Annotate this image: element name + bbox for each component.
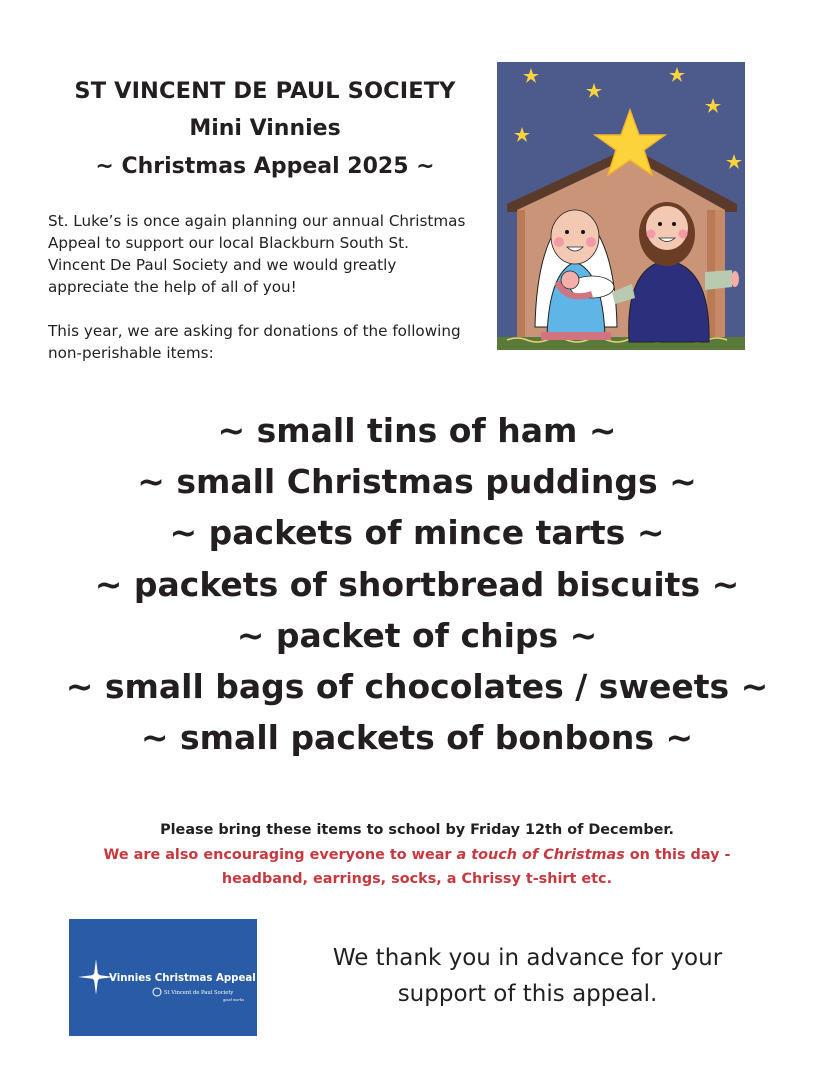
donation-item: ~ packets of shortbread biscuits ~ <box>94 564 740 604</box>
donation-items-list <box>0 405 834 763</box>
donation-item: ~ small tins of ham ~ <box>217 411 617 450</box>
nativity-scene-icon <box>497 62 745 350</box>
nativity-illustration <box>497 62 745 350</box>
donation-item: ~ small bags of chocolates / sweets ~ <box>65 667 769 707</box>
logo-title: Vinnies Christmas Appeal <box>109 973 256 984</box>
donation-item: ~ small Christmas puddings ~ <box>137 462 697 502</box>
intro-paragraph-1: St. Luke’s is once again planning our annual Christmas Appeal to support our local Blackburn South St. Vincent De Paul Society and we would greatly appreciate the help of all of you! <box>48 212 466 296</box>
thanks-line-2: support of this appeal. <box>397 981 658 1007</box>
appeal-title: ~ Christmas Appeal 2025 ~ <box>95 154 435 179</box>
logo-graphic <box>69 919 257 1036</box>
encourage-text <box>0 843 834 868</box>
thank-you-message <box>300 940 755 1012</box>
encourage-pre: We are also encouraging everyone to wear <box>103 846 457 863</box>
logo-org: St Vincent de Paul Society <box>164 990 234 996</box>
encourage-emphasis: a touch of Christmas <box>456 846 625 863</box>
intro-paragraph-2: This year, we are asking for donations of the following non-perishable items: <box>48 322 461 362</box>
title-block <box>30 72 500 186</box>
notice-block <box>0 818 834 892</box>
donation-item: ~ small packets of bonbons ~ <box>140 718 694 758</box>
encourage-post: on this day - <box>624 846 731 863</box>
donation-item: ~ packet of chips ~ <box>236 615 598 655</box>
org-title: ST VINCENT DE PAUL SOCIETY <box>74 78 456 104</box>
thanks-line-1: We thank you in advance for your <box>332 945 723 971</box>
encourage-line-2: headband, earrings, socks, a Chrissy t-shirt etc. <box>221 871 613 887</box>
deadline-text: Please bring these items to school by Friday 12th of December. <box>160 822 674 838</box>
donation-item: ~ packets of mince tarts ~ <box>169 513 665 553</box>
logo-tagline: good works <box>222 998 244 1002</box>
subtitle: Mini Vinnies <box>189 116 341 141</box>
svdp-emblem-icon <box>153 988 161 996</box>
vinnies-christmas-appeal-logo <box>69 919 257 1036</box>
intro-text <box>48 210 468 386</box>
